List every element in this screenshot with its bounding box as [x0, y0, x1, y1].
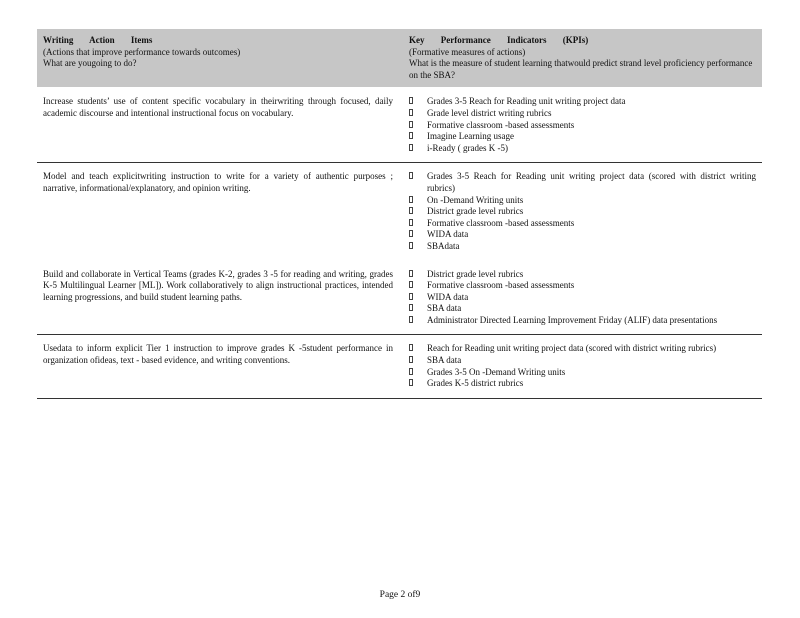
bullet-icon — [409, 132, 413, 139]
kpi-list-item — [409, 303, 756, 315]
kpi-list-item — [409, 229, 756, 241]
kpi-list-item — [409, 131, 756, 143]
kpi-list — [409, 171, 756, 252]
kpi-question: What is the measure of student learning thatwould predict strand level proficiency performance on the SBA? — [409, 58, 753, 80]
page-number: Page 2 of9 — [379, 590, 421, 600]
kpi-list-item — [409, 171, 756, 194]
kpi-list-item — [409, 206, 756, 218]
bullet-icon — [409, 196, 413, 203]
table-row — [37, 335, 762, 398]
action-items-subtitle: (Actions that improve performance towards outcomes) — [43, 46, 241, 57]
kpi-text: Administrator Directed Learning Improvement Friday (ALIF) data presentations — [427, 314, 718, 325]
action-items-title: Writing Action Items — [43, 35, 153, 45]
bullet-icon — [409, 219, 413, 226]
bullet-icon — [409, 316, 413, 323]
kpi-cell — [403, 261, 762, 335]
kpi-text: Formative classroom -based assessments — [427, 119, 575, 130]
action-items-header — [37, 29, 403, 87]
kpi-list-item — [409, 120, 756, 132]
kpi-list-item — [409, 269, 756, 281]
action-item-cell: Build and collaborate in Vertical Teams (grades K-2, grades 3 -5 for reading and writing, grades K-5 Multilingual Learner [ML]). Work collaboratively to align instructional practices, intended learning progressions, and build student learning paths. — [37, 261, 403, 335]
kpi-text: WIDA data — [427, 291, 469, 302]
bullet-icon — [409, 97, 413, 104]
kpi-text: District grade level rubrics — [427, 268, 524, 279]
bullet-icon — [409, 293, 413, 300]
bullet-icon — [409, 281, 413, 288]
kpi-list — [409, 343, 756, 389]
table-row — [37, 87, 762, 162]
kpi-list-item — [409, 280, 756, 292]
table-row — [37, 261, 762, 335]
bullet-icon — [409, 172, 413, 179]
bullet-icon — [409, 144, 413, 151]
bullet-icon — [409, 207, 413, 214]
kpi-text: On -Demand Writing units — [427, 194, 524, 205]
kpi-cell — [403, 163, 762, 261]
kpi-list-item — [409, 218, 756, 230]
kpi-text: SBA data — [427, 355, 462, 366]
kpi-header — [403, 29, 762, 87]
kpi-text: SBA data — [427, 303, 462, 314]
bullet-icon — [409, 356, 413, 363]
kpi-text: Formative classroom -based assessments — [427, 217, 575, 228]
kpi-text: Formative classroom -based assessments — [427, 280, 575, 291]
action-items-question: What are yougoing to do? — [43, 58, 137, 69]
bullet-icon — [409, 109, 413, 116]
bullet-icon — [409, 270, 413, 277]
action-item-cell: Increase students’ use of content specific vocabulary in theirwriting through focused, daily academic discourse and intentional instructional focus on vocabulary. — [37, 87, 403, 162]
kpi-list-item — [409, 143, 756, 155]
kpi-list-item — [409, 195, 756, 207]
kpi-list-item — [409, 241, 756, 253]
kpi-text: SBAdata — [427, 240, 460, 251]
kpi-text: Reach for Reading unit writing project data (scored with district writing rubrics) — [427, 343, 717, 354]
kpi-list-item — [409, 355, 756, 367]
kpi-list-item — [409, 292, 756, 304]
action-item-cell: Usedata to inform explicit Tier 1 instruction to improve grades K -5student performance in organization ofideas, text - based evidence, and writing conventions. — [37, 335, 403, 398]
kpi-text: Grades 3-5 Reach for Reading unit writing project data — [427, 96, 626, 107]
kpi-list — [409, 96, 756, 154]
kpi-list-item — [409, 367, 756, 379]
kpi-text: District grade level rubrics — [427, 206, 524, 217]
bullet-icon — [409, 230, 413, 237]
table-header-row — [37, 29, 762, 87]
kpi-text: Imagine Learning usage — [427, 131, 514, 142]
kpi-text: Grades 3-5 On -Demand Writing units — [427, 366, 566, 377]
bullet-icon — [409, 344, 413, 351]
kpi-text: Grade level district writing rubrics — [427, 107, 552, 118]
kpi-title: Key Performance Indicators (KPIs) — [409, 35, 589, 45]
bullet-icon — [409, 304, 413, 311]
bullet-icon — [409, 121, 413, 128]
table-row — [37, 163, 762, 261]
kpi-subtitle: (Formative measures of actions) — [409, 46, 526, 57]
kpi-text: Grades 3-5 Reach for Reading unit writing project data (scored with district writing rubrics) — [427, 171, 756, 193]
writing-action-plan-table — [37, 29, 762, 399]
kpi-list-item — [409, 96, 756, 108]
bullet-icon — [409, 242, 413, 249]
kpi-list — [409, 269, 756, 327]
kpi-list-item — [409, 378, 756, 390]
kpi-text: i-Ready ( grades K -5) — [427, 142, 508, 153]
kpi-list-item — [409, 343, 756, 355]
kpi-text: Grades K-5 district rubrics — [427, 378, 524, 389]
bullet-icon — [409, 379, 413, 386]
action-item-cell: Model and teach explicitwriting instruction to write for a variety of authentic purposes ; narrative, informational/explanatory, and opinion writing. — [43, 171, 393, 193]
kpi-cell — [403, 335, 762, 398]
bullet-icon — [409, 368, 413, 375]
kpi-list-item — [409, 315, 756, 327]
kpi-text: WIDA data — [427, 229, 469, 240]
kpi-list-item — [409, 108, 756, 120]
kpi-cell — [403, 87, 762, 162]
